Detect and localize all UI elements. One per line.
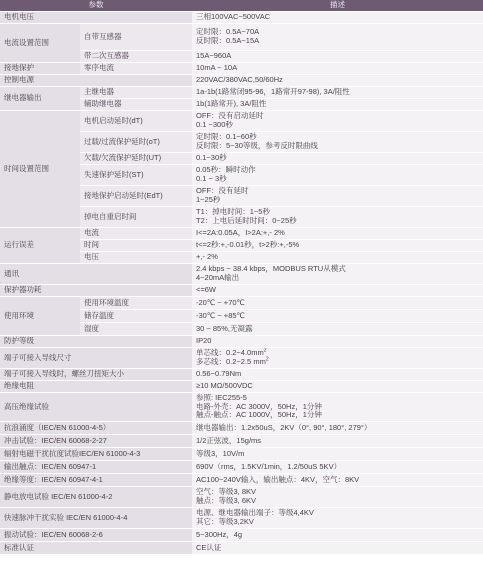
value-line: OFF：没有延时 xyxy=(196,186,249,196)
table-row xyxy=(0,75,483,87)
row-value: AC100~240V输入，输出触点：4KV，空气：8KV xyxy=(192,474,483,487)
row-label: 标准认证 xyxy=(0,542,192,555)
header-desc: 描述 xyxy=(192,0,483,12)
value-line: 定时限：0.1~60秒 xyxy=(196,132,257,142)
table-row xyxy=(0,285,483,297)
row-value xyxy=(192,24,483,51)
row-sublabel: 接地保护启动延时(EdT) xyxy=(80,186,192,207)
row-value: +,- 2% xyxy=(192,252,483,264)
value-line: 多芯线：0.2~2.5 $mm^2$ xyxy=(196,356,269,366)
value-line: 1~25秒 xyxy=(196,195,221,204)
row-value: 30 ~ 85%,无凝露 xyxy=(192,323,483,336)
row-value: 0.56~0.79Nm xyxy=(192,369,483,381)
row-label: 防护等级 xyxy=(0,336,192,348)
row-value: CE认证 xyxy=(192,542,483,555)
table-row xyxy=(0,474,483,487)
row-value: IP20 xyxy=(192,336,483,348)
row-label: 静电放电试验 IEC/EN 61000-4-2 xyxy=(0,487,192,508)
row-value xyxy=(192,264,483,285)
value-line: 0.05秒：瞬时动作 xyxy=(196,165,256,175)
row-value xyxy=(192,132,483,153)
table-row xyxy=(0,264,483,285)
row-label: 快速脉冲干扰实验 IEC/EN 61000-4-4 xyxy=(0,508,192,529)
row-value: I<=2A:0.05A，I>2A:+,- 2% xyxy=(192,228,483,240)
row-value: t<=2秒:+,-0.01秒，t>2秒:+,-5% xyxy=(192,240,483,252)
row-label: 绝缘电阻 xyxy=(0,381,192,393)
row-sublabel: 过载/过流保护延时(oT) xyxy=(80,132,192,153)
row-sublabel: 零序电流 xyxy=(80,63,192,75)
value-line: 定时限：0.5A~70A xyxy=(196,27,260,37)
row-label: 控制电源 xyxy=(0,75,192,87)
row-sublabel: 掉电自重启时间 xyxy=(80,207,192,228)
row-value: 0.1~30秒 xyxy=(192,153,483,165)
row-label: 电流设置范围 xyxy=(0,24,80,63)
value-line: 0.1 ~300秒 xyxy=(196,120,233,129)
table-row xyxy=(0,422,483,435)
row-label: 振动试验：IEC/EN 60068-2-6 xyxy=(0,529,192,542)
table-row xyxy=(0,24,483,51)
value-line: 4~20mA输出 xyxy=(196,273,240,282)
table-row xyxy=(0,228,483,240)
row-value xyxy=(192,348,483,369)
row-sublabel: 使用环境温度 xyxy=(80,297,192,310)
row-sublabel: 电流 xyxy=(80,228,192,240)
row-label: 电机电压 xyxy=(0,12,192,24)
row-label: 保护器功耗 xyxy=(0,285,192,297)
row-sublabel: 电压 xyxy=(80,252,192,264)
row-label: 辐射电磁干扰抗度试验IEC/EN 61000-4-3 xyxy=(0,448,192,461)
row-sublabel: 时间 xyxy=(80,240,192,252)
value-line: 2.4 kbps ~ 38.4 kbps，MODBUS RTU从模式 xyxy=(196,264,346,274)
row-value: ≥10 MΩ/500VDC xyxy=(192,381,483,393)
table-row xyxy=(0,87,483,99)
table-row xyxy=(0,12,483,24)
row-value xyxy=(192,393,483,422)
row-value: 继电器输出：1.2x50uS，2KV（0°, 90°, 180°, 279°） xyxy=(192,422,483,435)
value-line: 单芯线：$0.2\sim 4.0mm^2$ xyxy=(196,347,267,358)
row-value: -30℃ ~ +85℃ xyxy=(192,310,483,323)
value-line: OFF：没有启动延时 xyxy=(196,111,264,121)
row-sublabel: 欠载/欠流保护延时(UT) xyxy=(80,153,192,165)
row-value: 1a-1b(1路常闭95-96，1路常开97-98), 3A/阻性 xyxy=(192,87,483,99)
table-row xyxy=(0,381,483,393)
row-value: 690V（rms，1.5KV/1min，1.2/50uS 5KV） xyxy=(192,461,483,474)
row-sublabel: 储存温度 xyxy=(80,310,192,323)
row-value xyxy=(192,111,483,132)
table-row xyxy=(0,529,483,542)
row-label: 输出触点：IEC/EN 60947-1 xyxy=(0,461,192,474)
row-sublabel: 湿度 xyxy=(80,323,192,336)
row-label: 使用环境 xyxy=(0,297,80,336)
value-line: 其它：等级3,2KV xyxy=(196,517,254,526)
value-line: 反时限：5~30等级，参考反时限曲线 xyxy=(196,141,318,150)
row-value xyxy=(192,186,483,207)
row-value: 三相100VAC~500VAC xyxy=(192,12,483,24)
row-sublabel: 辅助继电器 xyxy=(80,99,192,111)
table-row xyxy=(0,369,483,381)
value-line: 0.1 ~ 3秒 xyxy=(196,174,227,183)
value-line: 空气：等级3, 8KV xyxy=(196,487,257,497)
row-label: 冲击试验：IEC/EN 60068-2-27 xyxy=(0,435,192,448)
row-value: 220VAC/380VAC,50/60Hz xyxy=(192,75,483,87)
value-line: 触点：等级3, 6KV xyxy=(196,496,257,505)
table-row xyxy=(0,393,483,422)
table-row xyxy=(0,297,483,310)
row-value: 10mA ~ 10A xyxy=(192,63,483,75)
row-value xyxy=(192,207,483,228)
row-value: 1/2正弦波，15g/ms xyxy=(192,435,483,448)
row-value: -20℃ ~ +70℃ xyxy=(192,297,483,310)
value-line: 参照: IEC255-5 xyxy=(196,393,247,403)
row-label: 抗浪涌度（IEC/EN 61000-4-5） xyxy=(0,422,192,435)
row-label: 端子可接入导线时，螺丝刀扭矩大小 xyxy=(0,369,192,381)
value-line: 触点-触点：AC 1000V，50Hz，1分钟 xyxy=(196,410,322,420)
table-header xyxy=(0,0,483,12)
table-row xyxy=(0,448,483,461)
table-row xyxy=(0,461,483,474)
table-row xyxy=(0,508,483,529)
value-line: T2：上电后延时时间：0~25秒 xyxy=(196,216,297,225)
row-value: 15A~960A xyxy=(192,51,483,63)
row-label: 接地保护 xyxy=(0,63,80,75)
row-label: 高压绝缘试验 xyxy=(0,393,192,422)
row-value: <=6W xyxy=(192,285,483,297)
row-value xyxy=(192,487,483,508)
value-line: 电源、继电器输出端子：等级4,4KV xyxy=(196,508,314,518)
value-line: 反时限：0.5A~15A xyxy=(196,36,260,45)
row-label: 绝缘等度：IEC/EN 60947-4-1 xyxy=(0,474,192,487)
header-param: 参数 xyxy=(0,0,192,12)
table-row xyxy=(0,348,483,369)
value-line: T1：掉电时间：1~5秒 xyxy=(196,207,270,217)
row-sublabel: 主继电器 xyxy=(80,87,192,99)
row-value xyxy=(192,165,483,186)
table-row xyxy=(0,435,483,448)
table-row xyxy=(0,542,483,555)
row-value: 5~300Hz，4g xyxy=(192,529,483,542)
row-value: 1b(1路常开), 3A/阻性 xyxy=(192,99,483,111)
row-value: 等级3，10V/m xyxy=(192,448,483,461)
value-line: 电路-外壳：AC 3000V，50Hz，1分钟 xyxy=(196,401,322,411)
row-label: 端子可接入导线尺寸 xyxy=(0,348,192,369)
row-sublabel: 自带互感器 xyxy=(80,24,192,51)
row-sublabel: 电机启动延时(dT) xyxy=(80,111,192,132)
row-label: 运行误差 xyxy=(0,228,80,264)
row-label: 时间设置范围 xyxy=(0,111,80,228)
row-label: 继电器输出 xyxy=(0,87,80,111)
table-row xyxy=(0,336,483,348)
table-row xyxy=(0,111,483,132)
row-value xyxy=(192,508,483,529)
row-sublabel: 带二次互感器 xyxy=(80,51,192,63)
table-row xyxy=(0,487,483,508)
row-label: 通讯 xyxy=(0,264,192,285)
row-sublabel: 失速保护延时(ST) xyxy=(80,165,192,186)
table-row xyxy=(0,63,483,75)
